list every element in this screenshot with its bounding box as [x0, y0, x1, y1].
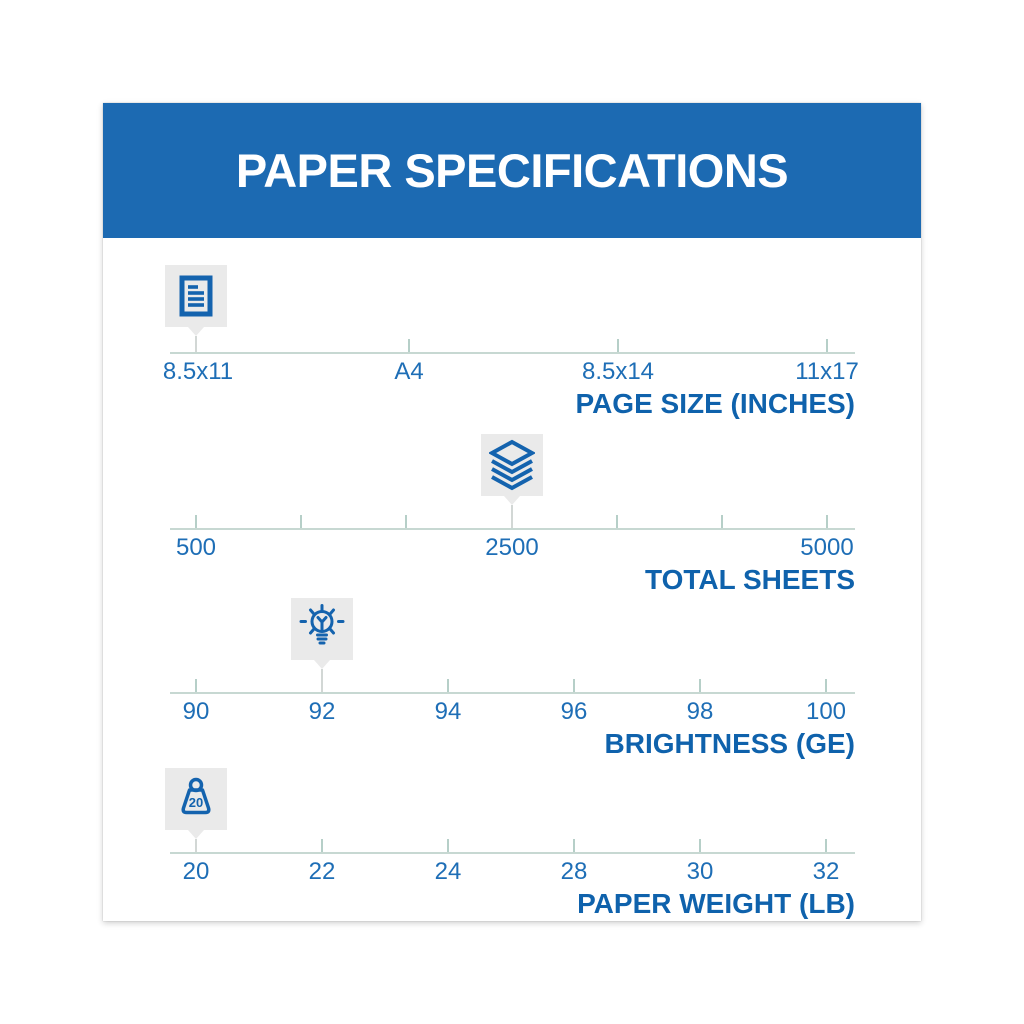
brightness-marker	[291, 598, 353, 660]
brightness-axis-label: BRIGHTNESS (GE)	[604, 728, 855, 759]
page-size-tick	[617, 339, 619, 352]
paper-weight-tick-label: 32	[812, 858, 840, 885]
total-sheets-tick	[300, 515, 302, 528]
paper-weight-tick	[321, 839, 323, 852]
brightness-tick	[573, 679, 575, 692]
paper-weight-tick	[573, 839, 575, 852]
page-size-tick-label: A4	[394, 358, 424, 385]
total-sheets-tick-label: 5000	[800, 534, 854, 561]
paper-weight-marker	[165, 768, 227, 830]
page-size-tick	[826, 339, 828, 352]
weight-icon	[175, 776, 217, 822]
paper-weight-track	[170, 852, 855, 854]
brightness-tick	[195, 679, 197, 692]
paper-weight-marker-pointer	[188, 830, 204, 839]
brightness-tick-label: 90	[182, 698, 210, 725]
lightbulb-icon	[299, 604, 345, 654]
brightness-tick	[699, 679, 701, 692]
brightness-tick	[447, 679, 449, 692]
total-sheets-tick-label: 2500	[485, 534, 539, 561]
total-sheets-tick	[721, 515, 723, 528]
page-size-tick-label: 11x17	[795, 358, 859, 385]
total-sheets-tick	[826, 515, 828, 528]
total-sheets-marker-stem	[511, 505, 513, 528]
document-icon	[177, 274, 215, 318]
page-size-tick	[408, 339, 410, 352]
brightness-track	[170, 692, 855, 694]
total-sheets-marker-pointer	[504, 496, 520, 505]
brightness-tick-label: 100	[805, 698, 847, 725]
page-size-axis-label: PAGE SIZE (INCHES)	[575, 388, 855, 419]
brightness-tick-label: 92	[308, 698, 336, 725]
total-sheets-marker	[481, 434, 543, 496]
page-size-marker-pointer	[188, 327, 204, 336]
paper-weight-tick	[825, 839, 827, 852]
paper-weight-tick-label: 24	[434, 858, 462, 885]
paper-weight-tick-label: 20	[182, 858, 210, 885]
brightness-marker-stem	[321, 669, 323, 692]
page-title: PAPER SPECIFICATIONS	[235, 144, 789, 197]
page-size-marker	[165, 265, 227, 327]
weight-badge-value: 20	[188, 795, 204, 810]
spec-card	[103, 103, 921, 921]
total-sheets-axis-label: TOTAL SHEETS	[644, 564, 855, 595]
paper-stack-icon	[489, 439, 535, 491]
page-size-tick-label: 8.5x14	[581, 358, 655, 385]
total-sheets-tick-label: 500	[175, 534, 217, 561]
brightness-tick	[825, 679, 827, 692]
paper-weight-axis-label: PAPER WEIGHT (LB)	[577, 888, 855, 919]
page-size-tick-label: 8.5x11	[162, 358, 234, 385]
header-banner	[103, 103, 921, 238]
paper-weight-tick	[447, 839, 449, 852]
paper-weight-tick-label: 28	[560, 858, 588, 885]
total-sheets-tick	[405, 515, 407, 528]
page-size-track	[170, 352, 855, 354]
paper-weight-tick	[699, 839, 701, 852]
brightness-tick-label: 94	[434, 698, 462, 725]
paper-weight-tick-label: 22	[308, 858, 336, 885]
total-sheets-track	[170, 528, 855, 530]
total-sheets-tick	[195, 515, 197, 528]
brightness-tick-label: 96	[560, 698, 588, 725]
brightness-marker-pointer	[314, 660, 330, 669]
total-sheets-tick	[616, 515, 618, 528]
paper-weight-tick-label: 30	[686, 858, 714, 885]
page-size-marker-stem	[195, 336, 197, 352]
paper-weight-marker-stem	[195, 839, 197, 852]
brightness-tick-label: 98	[686, 698, 714, 725]
